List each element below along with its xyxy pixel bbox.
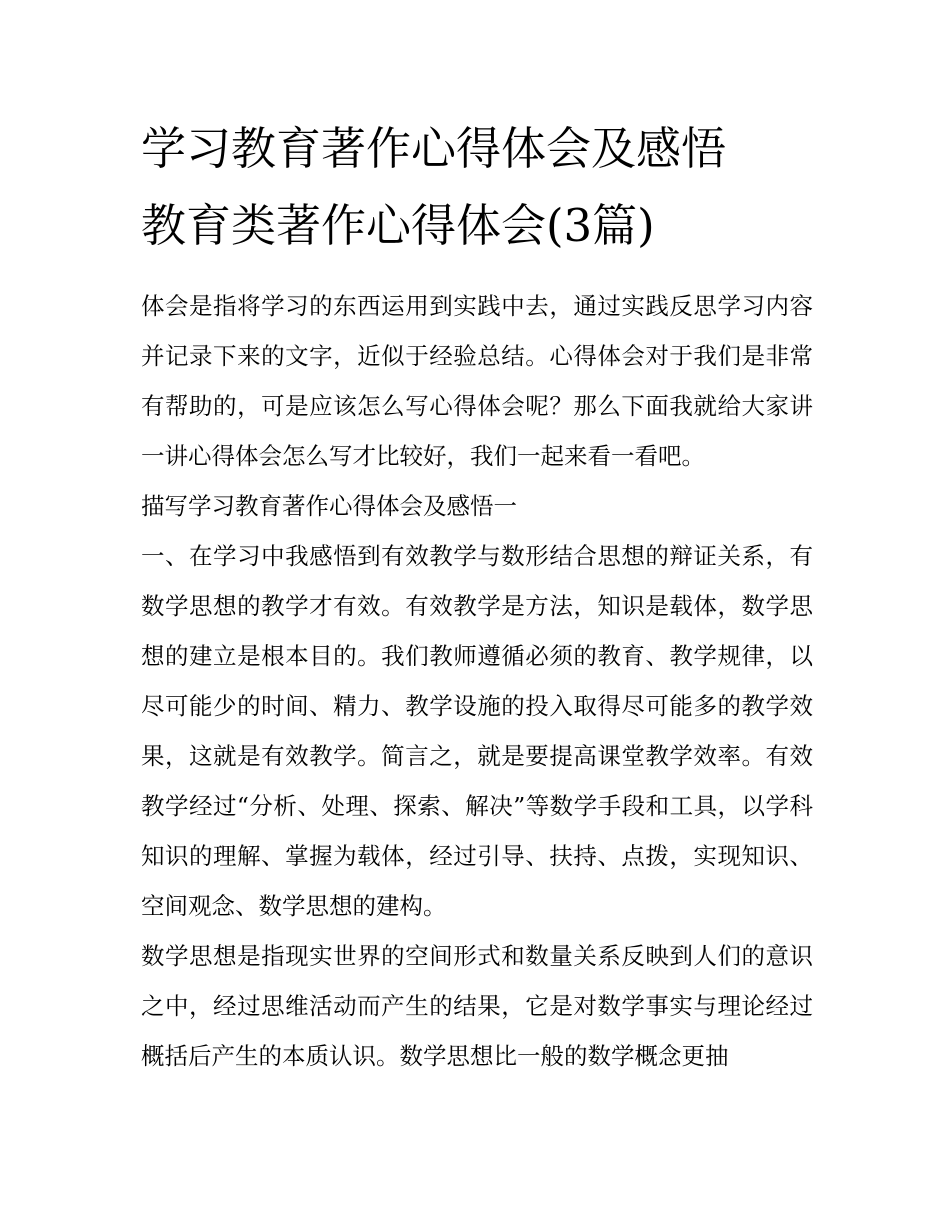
title-line-1: 学习教育著作心得体会及感悟 xyxy=(141,122,727,175)
section-heading: 描写学习教育著作心得体会及感悟一 xyxy=(141,492,517,520)
document-content xyxy=(141,110,813,1081)
document-title xyxy=(141,110,813,264)
document-body xyxy=(141,281,813,1081)
title-line-2: 教育类著作心得体会(3篇) xyxy=(141,199,655,252)
intro-paragraph: 体会是指将学习的东西运用到实践中去，通过实践反思学习内容并记录下来的文字，近似于经验总结。心得体会对于我们是非常有帮助的，可是应该怎么写心得体会呢？那么下面我就给大家讲一讲心得体会怎么写才比较好，我们一起来看一看吧。 xyxy=(141,292,813,470)
body-paragraph: 数学思想是指现实世界的空间形式和数量关系反映到人们的意识之中，经过思维活动而产生的结果，它是对数学事实与理论经过概括后产生的本质认识。数学思想比一般的数学概念更抽 xyxy=(141,942,813,1070)
body-paragraph: 一、在学习中我感悟到有效教学与数形结合思想的辩证关系，有数学思想的教学才有效。有效教学是方法，知识是载体，数学思想的建立是根本目的。我们教师遵循必须的教育、教学规律，以尽可能少的时间、精力、教学设施的投入取得尽可能多的教学效果，这就是有效教学。简言之，就是要提高课堂教学效率。有效教学经过“分析、处理、探索、解决”等数学手段和工具，以学科知识的理解、掌握为载体，经过引导、扶持、点拨，实现知识、空间观念、数学思想的建构。 xyxy=(141,542,813,920)
